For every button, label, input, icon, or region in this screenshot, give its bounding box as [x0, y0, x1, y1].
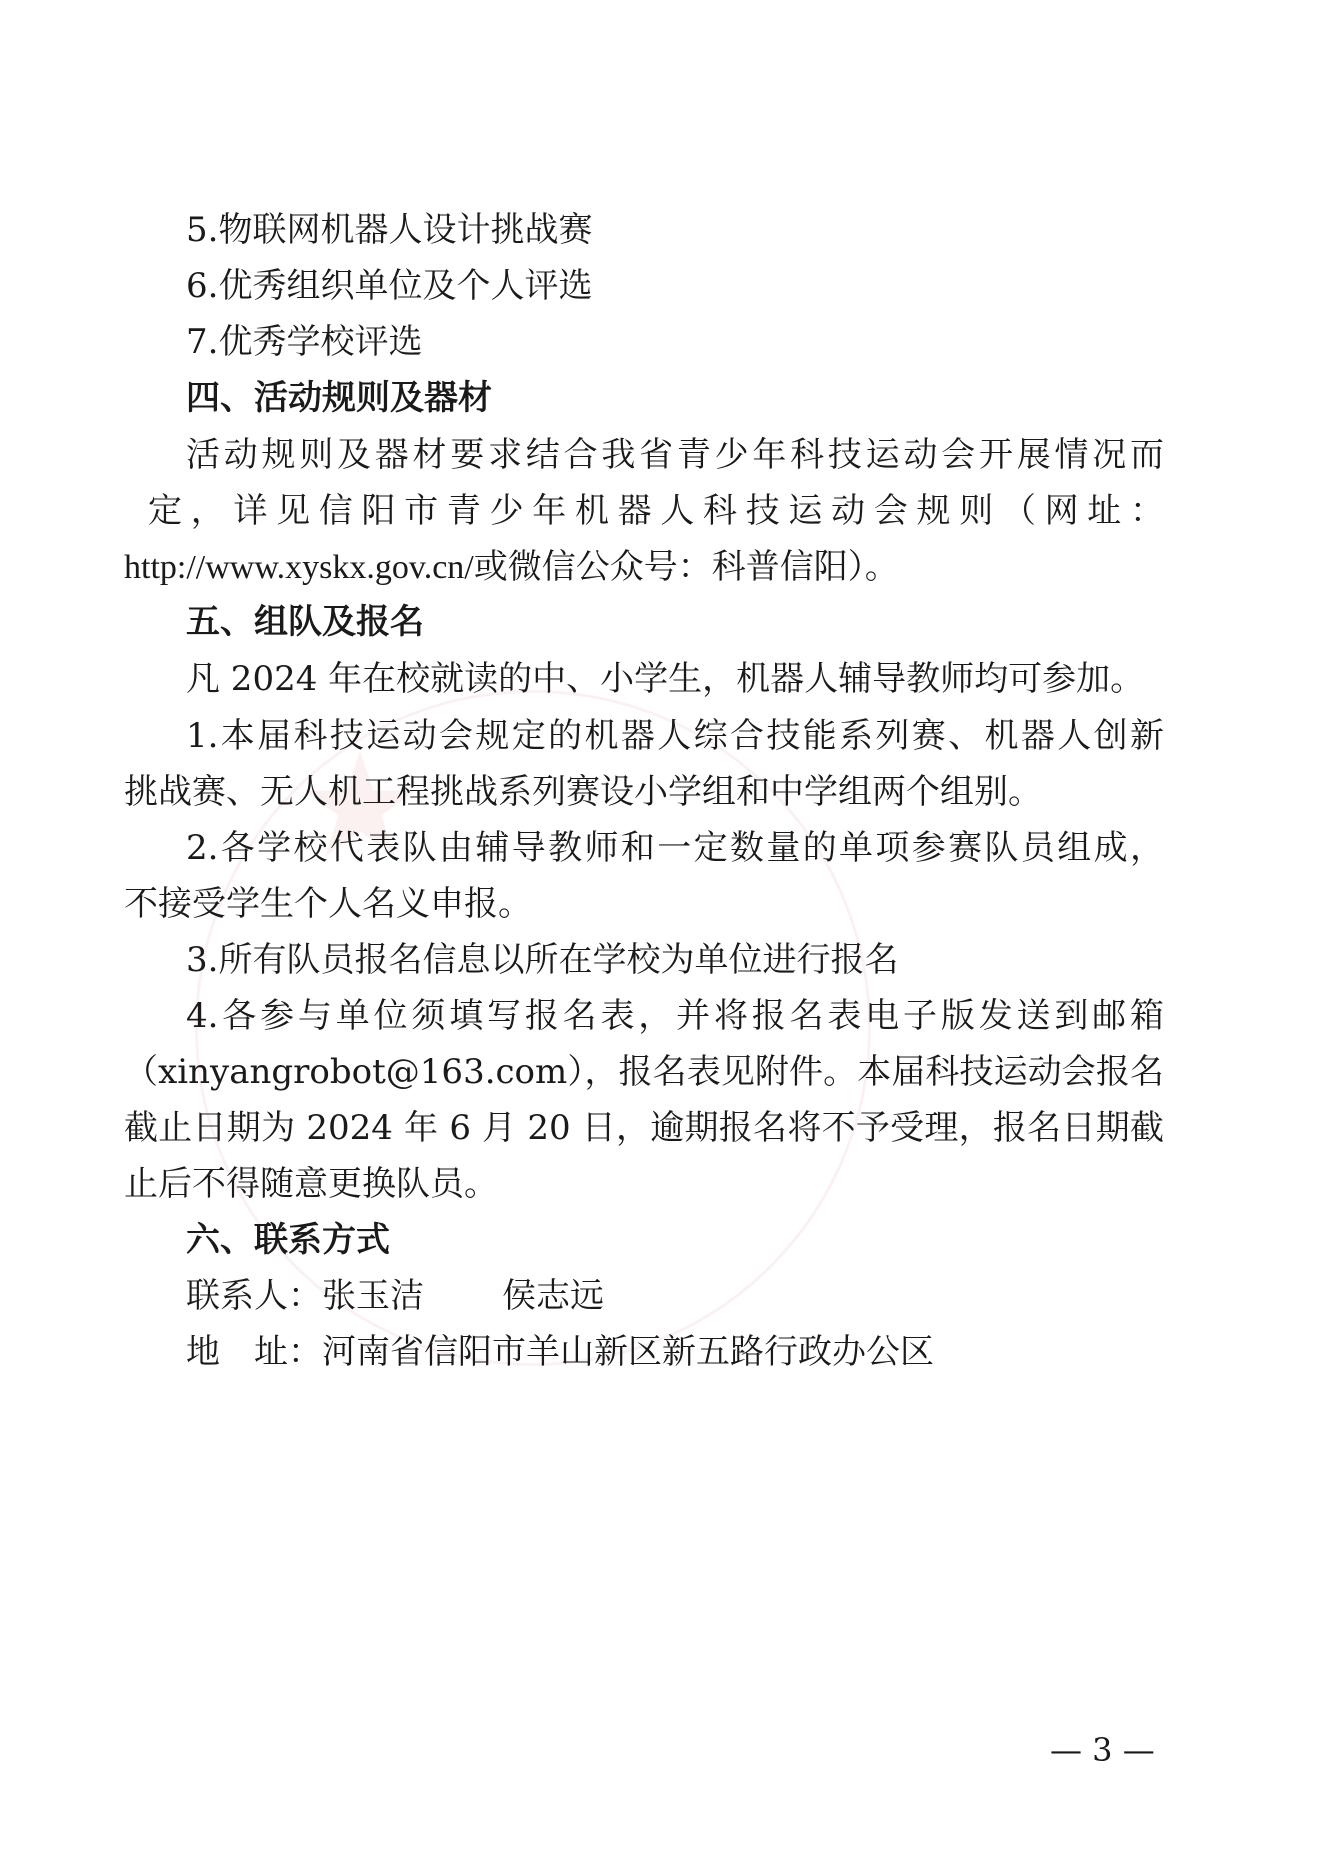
- section-4-para-line-3: [124, 547, 899, 588]
- section-5-p3: 3.所有队员报名信息以所在学校为单位进行报名: [186, 940, 899, 980]
- section-5-heading: 五、组队及报名: [186, 602, 424, 642]
- section-5-p4-line-1: 4.各参与单位须填写报名表，并将报名表电子版发送到邮箱: [186, 996, 1164, 1036]
- list-item-5: 5.物联网机器人设计挑战赛: [186, 210, 593, 250]
- section-5-p4-line-4: 止后不得随意更换队员。: [124, 1164, 498, 1204]
- section-4-heading: 四、活动规则及器材: [186, 378, 492, 418]
- section-5-p1-line-2: 挑战赛、无人机工程挑战系列赛设小学组和中学组两个组别。: [124, 772, 1042, 812]
- contact-name-1: 张玉洁: [322, 1276, 424, 1316]
- contact-line: [186, 1276, 604, 1316]
- section-6-heading: 六、联系方式: [186, 1220, 390, 1260]
- list-item-7: 7.优秀学校评选: [186, 322, 423, 362]
- list-item-6: 6.优秀组织单位及个人评选: [186, 266, 593, 306]
- section-5-p4-line-2: （xinyangrobot@163.com），报名表见附件。本届科技运动会报名: [124, 1052, 1164, 1092]
- page-number: — 3 —: [1050, 1731, 1155, 1769]
- address-line: [186, 1332, 934, 1372]
- section-4-para-line-1: 活动规则及器材要求结合我省青少年科技运动会开展情况而: [186, 435, 1164, 475]
- section-5-p2-line-1: 2.各学校代表队由辅导教师和一定数量的单项参赛队员组成，: [186, 828, 1164, 868]
- section-5-p2-line-2: 不接受学生个人名义申报。: [124, 884, 532, 924]
- website-url: http://www.xyskx.gov.cn/: [124, 549, 474, 586]
- section-5-p4-line-3: 截止日期为 2024 年 6 月 20 日，逾期报名将不予受理，报名日期截: [124, 1108, 1164, 1148]
- section-4-para-line-2: 定，详见信阳市青少年机器人科技运动会规则（网址：: [148, 491, 1164, 531]
- contact-name-2: 侯志远: [502, 1276, 604, 1316]
- section-5-intro: 凡 2024 年在校就读的中、小学生，机器人辅导教师均可参加。: [186, 659, 1145, 699]
- wechat-note: 或微信公众号：科普信阳）。: [473, 547, 899, 587]
- address-label: 地 址：: [186, 1332, 322, 1372]
- section-5-p1-line-1: 1.本届科技运动会规定的机器人综合技能系列赛、机器人创新: [186, 716, 1164, 756]
- address-value: 河南省信阳市羊山新区新五路行政办公区: [322, 1332, 934, 1372]
- contact-label: 联系人：: [186, 1276, 322, 1316]
